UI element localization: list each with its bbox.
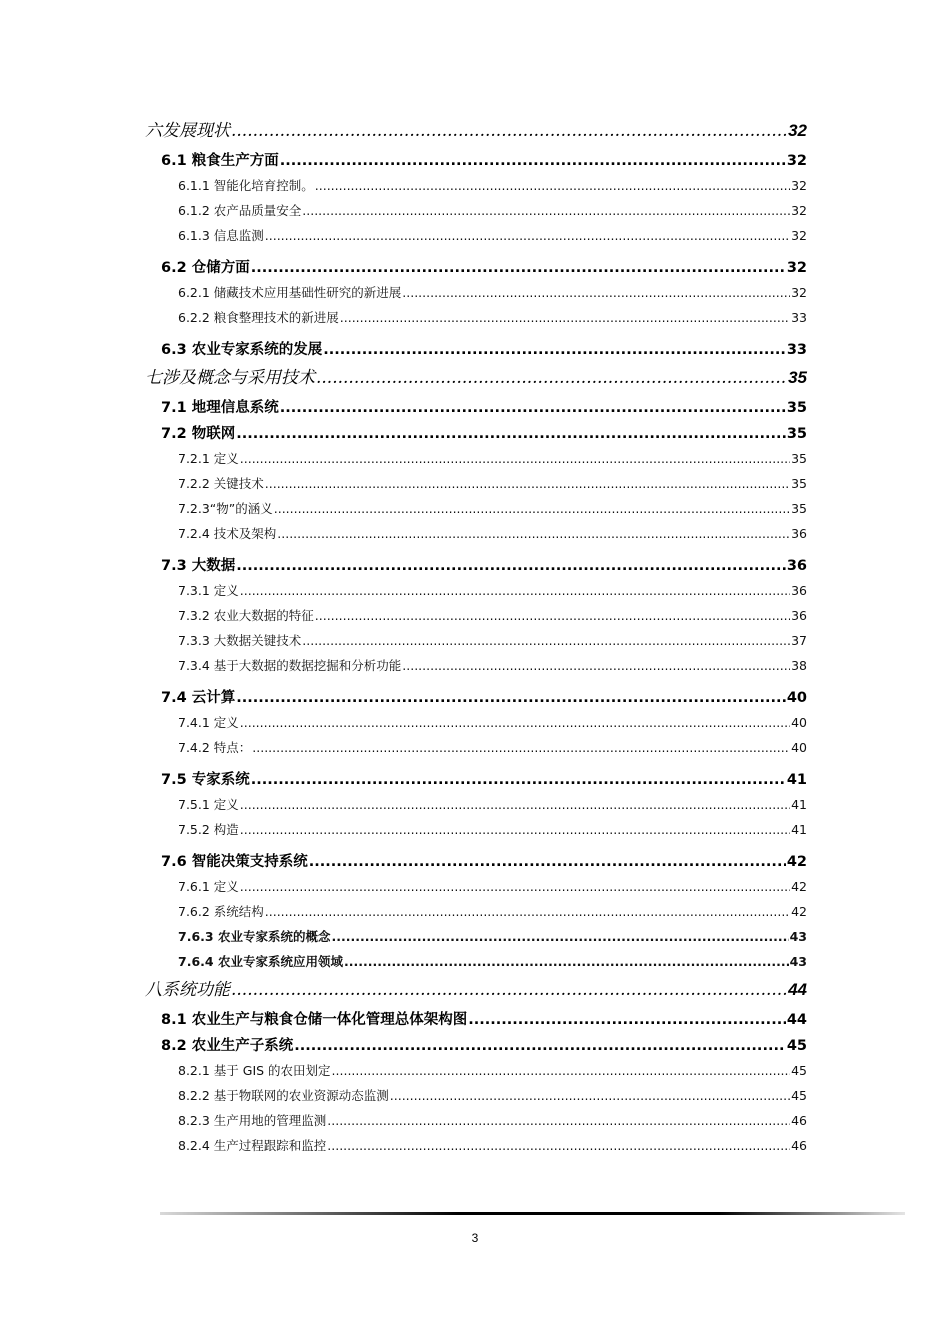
- toc-leader-dots: [344, 949, 789, 974]
- toc-entry-level-2[interactable]: [145, 768, 807, 792]
- toc-entry-title: 7.2 物联网: [161, 426, 236, 442]
- toc-leader-dots: [277, 521, 790, 546]
- toc-leader-dots: [251, 256, 786, 280]
- table-of-contents: [145, 115, 807, 1158]
- toc-entry-page: 45: [786, 1038, 807, 1054]
- toc-entry-level-2[interactable]: [145, 1008, 807, 1032]
- toc-entry-title: 6.1.1 智能化培育控制。: [178, 178, 314, 193]
- toc-entry-title: 7.2.2 关键技术: [178, 476, 264, 491]
- toc-entry-title: 7.6.1 定义: [178, 879, 239, 894]
- toc-leader-dots: [240, 710, 790, 735]
- toc-entry-title: 8.1 农业生产与粮食仓储一体化管理总体架构图: [161, 1012, 468, 1028]
- toc-entry-title: 7.5.2 构造: [178, 822, 239, 837]
- toc-entry-page: 40: [786, 690, 807, 706]
- toc-entry-page: 43: [789, 954, 807, 969]
- toc-leader-dots: [327, 1108, 790, 1133]
- toc-entry-page: 40: [791, 740, 807, 755]
- toc-entry-title: 6.2.2 粮食整理技术的新进展: [178, 310, 339, 325]
- toc-entry-page: 35: [791, 451, 807, 466]
- toc-leader-dots: [231, 977, 787, 1003]
- toc-entry-level-2[interactable]: [145, 686, 807, 710]
- toc-entry-page: 32: [788, 121, 807, 140]
- toc-leader-dots: [274, 496, 790, 521]
- toc-entry-title: 7.3.1 定义: [178, 583, 239, 598]
- toc-entry-title: 7.6.2 系统结构: [178, 904, 264, 919]
- toc-entry-page: 32: [791, 228, 807, 243]
- toc-entry-page: 44: [788, 980, 807, 999]
- toc-entry-title: 7.4.1 定义: [178, 715, 239, 730]
- toc-entry-level-3[interactable]: [145, 1058, 807, 1083]
- toc-entry-title: 八系统功能: [145, 980, 230, 1000]
- toc-entry-page: 44: [786, 1012, 807, 1028]
- toc-entry-page: 32: [786, 260, 807, 276]
- toc-entry-title: 8.2.4 生产过程跟踪和监控: [178, 1138, 327, 1153]
- toc-leader-dots: [240, 792, 790, 817]
- toc-leader-dots: [315, 173, 790, 198]
- toc-entry-page: 36: [791, 526, 807, 541]
- toc-entry-page: 45: [791, 1063, 807, 1078]
- footer-rule: [160, 1212, 905, 1215]
- toc-entry-level-3[interactable]: [145, 471, 807, 496]
- toc-entry-title: 7.4 云计算: [161, 690, 236, 706]
- toc-entry-title: 6.1.3 信息监测: [178, 228, 264, 243]
- toc-entry-title: 8.2.3 生产用地的管理监测: [178, 1113, 327, 1128]
- toc-entry-page: 32: [791, 178, 807, 193]
- toc-leader-dots: [265, 471, 790, 496]
- toc-leader-dots: [316, 365, 787, 391]
- page-number: 3: [471, 1231, 479, 1245]
- toc-entry-page: 36: [791, 583, 807, 598]
- toc-leader-dots: [240, 817, 790, 842]
- toc-leader-dots: [332, 1058, 791, 1083]
- toc-entry-level-3[interactable]: [145, 735, 807, 760]
- toc-entry-title: 7.2.1 定义: [178, 451, 239, 466]
- toc-entry-page: 42: [791, 879, 807, 894]
- toc-entry-page: 35: [786, 400, 807, 416]
- toc-leader-dots: [265, 899, 790, 924]
- toc-entry-page: 33: [791, 310, 807, 325]
- toc-entry-title: 7.5 专家系统: [161, 772, 250, 788]
- toc-entry-page: 38: [791, 658, 807, 673]
- toc-leader-dots: [309, 850, 786, 874]
- toc-entry-page: 41: [786, 772, 807, 788]
- toc-entry-level-2[interactable]: [145, 338, 807, 362]
- toc-entry-page: 35: [791, 501, 807, 516]
- toc-leader-dots: [340, 305, 790, 330]
- toc-entry-level-3[interactable]: [145, 874, 807, 899]
- toc-entry-title: 7.6.3 农业专家系统的概念: [178, 929, 331, 944]
- toc-entry-title: 6.1 粮食生产方面: [161, 153, 279, 169]
- toc-entry-title: 7.6.4 农业专家系统应用领域: [178, 954, 343, 969]
- toc-entry-level-3[interactable]: [145, 628, 807, 653]
- toc-entry-page: 43: [789, 929, 807, 944]
- toc-entry-page: 42: [791, 904, 807, 919]
- toc-entry-level-3[interactable]: [145, 817, 807, 842]
- toc-entry-title: 7.4.2 特点：: [178, 740, 252, 755]
- toc-entry-level-2[interactable]: [145, 149, 807, 173]
- toc-entry-title: 6.2 仓储方面: [161, 260, 250, 276]
- toc-leader-dots: [265, 223, 790, 248]
- toc-entry-level-3[interactable]: [145, 198, 807, 223]
- toc-entry-page: 35: [791, 476, 807, 491]
- toc-leader-dots: [402, 653, 790, 678]
- toc-entry-level-3[interactable]: [145, 949, 807, 974]
- toc-entry-title: 8.2 农业生产子系统: [161, 1038, 294, 1054]
- toc-leader-dots: [390, 1083, 790, 1108]
- toc-entry-level-2[interactable]: [145, 256, 807, 280]
- toc-entry-level-1[interactable]: [145, 977, 807, 1003]
- toc-entry-level-3[interactable]: [145, 653, 807, 678]
- toc-entry-level-3[interactable]: [145, 603, 807, 628]
- toc-entry-title: 7.3.3 大数据关键技术: [178, 633, 302, 648]
- toc-entry-level-3[interactable]: [145, 1133, 807, 1158]
- toc-entry-level-3[interactable]: [145, 223, 807, 248]
- toc-entry-page: 33: [786, 342, 807, 358]
- toc-entry-title: 7.2.4 技术及架构: [178, 526, 277, 541]
- toc-leader-dots: [240, 874, 790, 899]
- toc-leader-dots: [402, 280, 790, 305]
- toc-leader-dots: [236, 554, 786, 578]
- toc-leader-dots: [294, 1034, 786, 1058]
- toc-entry-level-3[interactable]: [145, 173, 807, 198]
- toc-entry-page: 36: [786, 558, 807, 574]
- toc-entry-level-2[interactable]: [145, 554, 807, 578]
- toc-leader-dots: [327, 1133, 790, 1158]
- toc-leader-dots: [315, 603, 790, 628]
- toc-leader-dots: [236, 422, 786, 446]
- toc-entry-title: 6.1.2 农产品质量安全: [178, 203, 302, 218]
- toc-entry-title: 7.2.3“物”的涵义: [178, 501, 273, 516]
- toc-entry-level-3[interactable]: [145, 578, 807, 603]
- toc-entry-page: 32: [786, 153, 807, 169]
- toc-entry-title: 7.3.4 基于大数据的数据挖掘和分析功能: [178, 658, 402, 673]
- toc-entry-level-3[interactable]: [145, 280, 807, 305]
- toc-entry-level-1[interactable]: [145, 118, 807, 144]
- toc-entry-title: 7.3.2 农业大数据的特征: [178, 608, 314, 623]
- toc-entry-page: 41: [791, 822, 807, 837]
- toc-entry-page: 36: [791, 608, 807, 623]
- toc-entry-title: 7.5.1 定义: [178, 797, 239, 812]
- toc-leader-dots: [302, 628, 790, 653]
- toc-entry-title: 七涉及概念与采用技术: [145, 368, 315, 388]
- toc-entry-level-3[interactable]: [145, 521, 807, 546]
- toc-leader-dots: [468, 1008, 786, 1032]
- toc-leader-dots: [323, 338, 786, 362]
- toc-entry-title: 六发展现状: [145, 121, 230, 141]
- toc-entry-level-3[interactable]: [145, 1108, 807, 1133]
- toc-entry-level-3[interactable]: [145, 710, 807, 735]
- toc-entry-title: 8.2.1 基于 GIS 的农田划定: [178, 1063, 331, 1078]
- toc-entry-level-3[interactable]: [145, 924, 807, 949]
- toc-entry-level-3[interactable]: [145, 496, 807, 521]
- toc-leader-dots: [251, 768, 786, 792]
- toc-entry-page: 41: [791, 797, 807, 812]
- toc-entry-page: 35: [786, 426, 807, 442]
- toc-entry-level-3[interactable]: [145, 1083, 807, 1108]
- toc-entry-page: 32: [791, 203, 807, 218]
- toc-leader-dots: [252, 735, 790, 760]
- toc-leader-dots: [236, 686, 786, 710]
- toc-entry-level-3[interactable]: [145, 792, 807, 817]
- toc-leader-dots: [240, 446, 790, 471]
- toc-entry-page: 37: [791, 633, 807, 648]
- toc-entry-title: 8.2.2 基于物联网的农业资源动态监测: [178, 1088, 389, 1103]
- toc-entry-page: 46: [791, 1113, 807, 1128]
- toc-entry-level-3[interactable]: [145, 446, 807, 471]
- toc-entry-page: 42: [786, 854, 807, 870]
- toc-entry-title: 6.3 农业专家系统的发展: [161, 342, 323, 358]
- toc-entry-level-2[interactable]: [145, 1034, 807, 1058]
- toc-entry-page: 32: [791, 285, 807, 300]
- toc-entry-level-1[interactable]: [145, 365, 807, 391]
- toc-leader-dots: [331, 924, 788, 949]
- toc-entry-title: 7.1 地理信息系统: [161, 400, 279, 416]
- toc-leader-dots: [280, 149, 786, 173]
- toc-entry-level-2[interactable]: [145, 422, 807, 446]
- toc-leader-dots: [231, 118, 787, 144]
- toc-entry-title: 7.6 智能决策支持系统: [161, 854, 308, 870]
- toc-entry-level-2[interactable]: [145, 396, 807, 420]
- toc-entry-title: 6.2.1 储藏技术应用基础性研究的新进展: [178, 285, 402, 300]
- toc-leader-dots: [240, 578, 790, 603]
- toc-leader-dots: [302, 198, 790, 223]
- toc-entry-level-2[interactable]: [145, 850, 807, 874]
- toc-entry-page: 40: [791, 715, 807, 730]
- toc-entry-title: 7.3 大数据: [161, 558, 236, 574]
- toc-entry-level-3[interactable]: [145, 899, 807, 924]
- toc-entry-page: 46: [791, 1138, 807, 1153]
- toc-entry-page: 45: [791, 1088, 807, 1103]
- toc-leader-dots: [280, 396, 786, 420]
- toc-entry-page: 35: [788, 368, 807, 387]
- toc-entry-level-3[interactable]: [145, 305, 807, 330]
